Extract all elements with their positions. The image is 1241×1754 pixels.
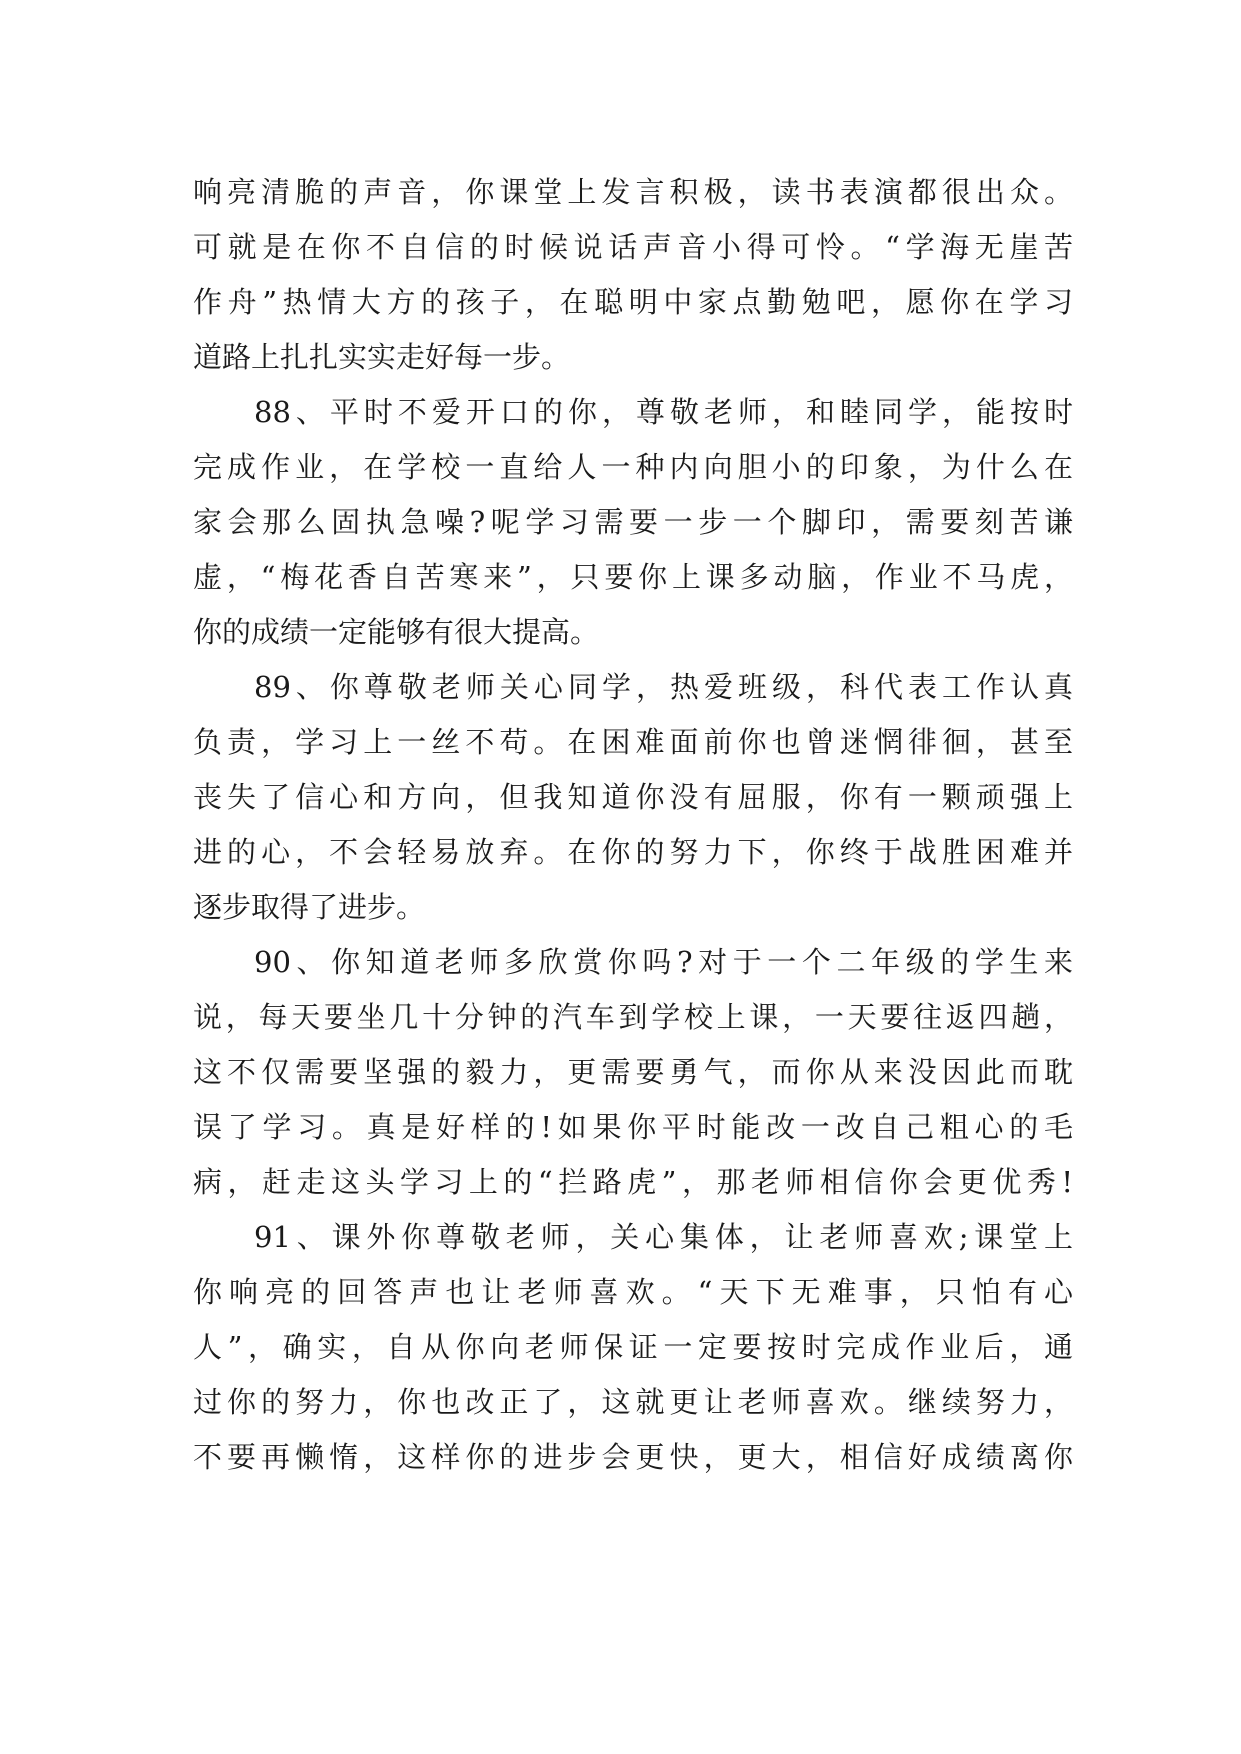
paragraph-start-89: 89、你尊敬老师关心同学，热爱班级，科代表工作认真 <box>254 670 1073 704</box>
text-line: 你的成绩一定能够有很大提高。 <box>193 615 600 649</box>
text-line: 丧失了信心和方向，但我知道你没有屈服，你有一颗顽强上 <box>193 780 1073 814</box>
text-line: 家会那么固执急噪?呢学习需要一步一个脚印，需要刻苦谦 <box>193 505 1073 539</box>
text-line: 完成作业，在学校一直给人一种内向胆小的印象，为什么在 <box>193 450 1073 484</box>
paragraph-start-91: 91、课外你尊敬老师，关心集体，让老师喜欢;课堂上 <box>254 1220 1073 1254</box>
text-line: 病，赶走这头学习上的“拦路虎”，那老师相信你会更优秀! <box>193 1165 1073 1199</box>
text-line: 作舟”热情大方的孩子，在聪明中家点勤勉吧，愿你在学习 <box>193 285 1073 319</box>
text-line: 虚，“梅花香自苦寒来”，只要你上课多动脑，作业不马虎， <box>193 560 1073 594</box>
text-line: 负责，学习上一丝不苟。在困难面前你也曾迷惘徘徊，甚至 <box>193 725 1073 759</box>
paragraph-start-90: 90、你知道老师多欣赏你吗?对于一个二年级的学生来 <box>254 945 1073 979</box>
text-line: 可就是在你不自信的时候说话声音小得可怜。“学海无崖苦 <box>193 230 1073 264</box>
text-line: 过你的努力，你也改正了，这就更让老师喜欢。继续努力， <box>193 1385 1073 1419</box>
text-line: 人”，确实，自从你向老师保证一定要按时完成作业后，通 <box>193 1330 1073 1364</box>
paragraph-start-88: 88、平时不爱开口的你，尊敬老师，和睦同学，能按时 <box>254 395 1073 429</box>
text-line: 道路上扎扎实实走好每一步。 <box>193 340 571 374</box>
text-line: 这不仅需要坚强的毅力，更需要勇气，而你从来没因此而耽 <box>193 1055 1073 1089</box>
text-line: 响亮清脆的声音，你课堂上发言积极，读书表演都很出众。 <box>193 175 1073 209</box>
text-line: 逐步取得了进步。 <box>193 890 426 924</box>
text-line: 说，每天要坐几十分钟的汽车到学校上课，一天要往返四趟， <box>193 1000 1073 1034</box>
text-line: 误了学习。真是好样的!如果你平时能改一改自己粗心的毛 <box>193 1110 1073 1144</box>
text-line: 你响亮的回答声也让老师喜欢。“天下无难事，只怕有心 <box>193 1275 1073 1309</box>
text-line: 不要再懒惰，这样你的进步会更快，更大，相信好成绩离你 <box>193 1440 1073 1474</box>
text-line: 进的心，不会轻易放弃。在你的努力下，你终于战胜困难并 <box>193 835 1073 869</box>
